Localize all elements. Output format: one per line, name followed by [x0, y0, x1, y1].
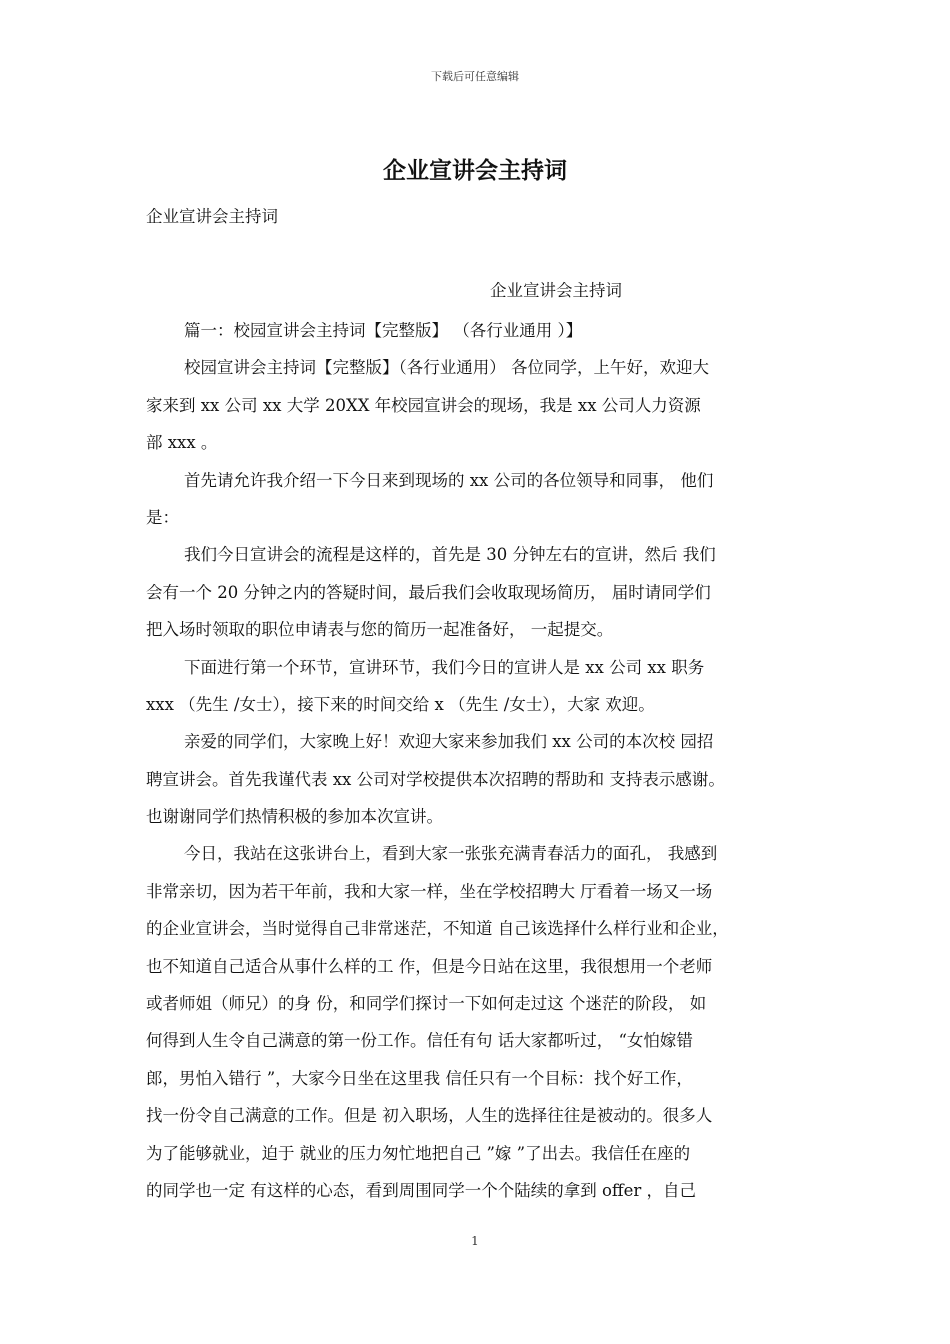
text-line: 亲爱的同学们，大家晚上好！欢迎大家来参加我们 xx 公司的本次校 园招 — [184, 732, 714, 752]
body-text — [146, 312, 810, 1209]
text-line: 的同学也一定 有这样的心态，看到周围同学一个个陆续的拿到 offer ，自己 — [146, 1180, 697, 1200]
text-line: 我们今日宣讲会的流程是这样的，首先是 30 分钟左右的宣讲，然后 我们 — [184, 545, 716, 565]
text-line: 把入场时领取的职位申请表与您的简历一起准备好， 一起提交。 — [146, 620, 614, 640]
text-line: 郎，男怕入错行 ”，大家今日坐在这里我 信任只有一个目标：找个好工作， — [146, 1068, 693, 1088]
text-line: 找一份令自己满意的工作。但是 初入职场，人生的选择往往是被动的。很多人 — [146, 1106, 713, 1126]
text-line: 非常亲切，因为若干年前，我和大家一样，坐在学校招聘大 厅看着一场又一场 — [146, 881, 713, 901]
text-line: 也谢谢同学们热情积极的参加本次宣讲。 — [146, 807, 443, 827]
text-line: 的企业宣讲会，当时觉得自己非常迷茫，不知道 自己该选择什么样行业和企业， — [146, 919, 729, 939]
text-line: 部 xxx 。 — [146, 433, 218, 453]
text-line: 首先请允许我介绍一下今日来到现场的 xx 公司的各位领导和同事， 他们 — [184, 470, 714, 490]
text-line: 何得到人生令自己满意的第一份工作。信任有句 话大家都听过， “女怕嫁错 — [146, 1031, 693, 1051]
text-line: 聘宣讲会。首先我谨代表 xx 公司对学校提供本次招聘的帮助和 支持表示感谢。 — [146, 769, 725, 789]
text-line: 会有一个 20 分钟之内的答疑时间，最后我们会收取现场简历， 届时请同学们 — [146, 582, 711, 602]
text-line: 校园宣讲会主持词【完整版】（各行业通用） 各位同学，上午好，欢迎大 — [184, 358, 709, 378]
text-line: 为了能够就业，迫于 就业的压力匆忙地把自己 ”嫁 ”了出去。我信任在座的 — [146, 1143, 691, 1163]
document-subtitle: 企业宣讲会主持词 — [146, 207, 278, 226]
text-line: 是： — [146, 507, 179, 527]
page-number: 1 — [471, 1234, 479, 1248]
text-line: 下面进行第一个环节，宣讲环节，我们今日的宣讲人是 xx 公司 xx 职务 — [184, 657, 705, 677]
text-line: 今日，我站在这张讲台上，看到大家一张张充满青春活力的面孔， 我感到 — [184, 844, 718, 864]
text-line: 或者师姐（师兄）的身 份，和同学们探讨一下如何走过这 个迷茫的阶段， 如 — [146, 994, 707, 1014]
text-line: 也不知道自己适合从事什么样的工 作，但是今日站在这里，我很想用一个老师 — [146, 956, 713, 976]
text-line: xxx （先生 /女士），接下来的时间交给 x （先生 /女士），大家 欢迎。 — [146, 694, 655, 714]
text-line: 家来到 xx 公司 xx 大学 20XX 年校园宣讲会的现场，我是 xx 公司人力资源 — [146, 395, 701, 415]
section-heading: 企业宣讲会主持词 — [490, 281, 622, 300]
text-line: 篇一：校园宣讲会主持词【完整版】 （各行业通用 ）】 — [184, 321, 583, 340]
document-title: 企业宣讲会主持词 — [383, 158, 567, 184]
header-note: 下载后可任意编辑 — [431, 70, 519, 83]
